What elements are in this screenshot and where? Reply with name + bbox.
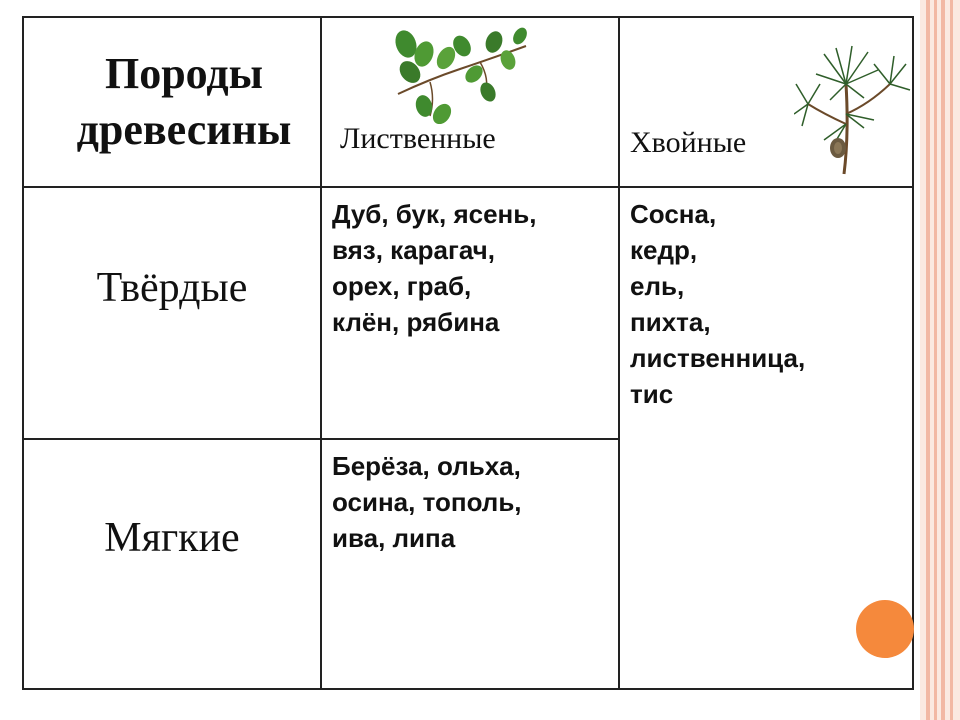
decorative-side-stripes	[920, 0, 960, 720]
list-item: пихта,	[630, 307, 711, 337]
list-item: кедр,	[630, 235, 698, 265]
wood-types-table	[22, 16, 914, 690]
column-header-coniferous: Хвойные	[630, 126, 747, 159]
list-item: Дуб, бук, ясень,	[332, 199, 537, 229]
list-item: клён, рябина	[332, 307, 500, 337]
table-title	[24, 46, 344, 158]
list-item: лиственница,	[630, 343, 806, 373]
list-item: ива, липа	[332, 523, 456, 553]
cell-soft-deciduous	[332, 448, 522, 556]
cell-hard-deciduous	[332, 196, 536, 340]
decorative-orange-circle	[856, 600, 914, 658]
list-item: орех, граб,	[332, 271, 472, 301]
list-item: Сосна,	[630, 199, 717, 229]
cell-coniferous	[630, 196, 805, 412]
row-header-soft: Мягкие	[104, 515, 240, 561]
list-item: вяз, карагач,	[332, 235, 495, 265]
table-title-line: Породы древесины	[76, 49, 292, 154]
leafy-branch-icon	[390, 24, 530, 124]
column-header-deciduous: Лиственные	[340, 122, 496, 155]
list-item: тис	[630, 379, 674, 409]
row-header-hard: Твёрдые	[96, 265, 248, 311]
pine-branch-icon	[794, 44, 912, 176]
list-item: Берёза, ольха,	[332, 451, 521, 481]
list-item: ель,	[630, 271, 685, 301]
list-item: осина, тополь,	[332, 487, 522, 517]
